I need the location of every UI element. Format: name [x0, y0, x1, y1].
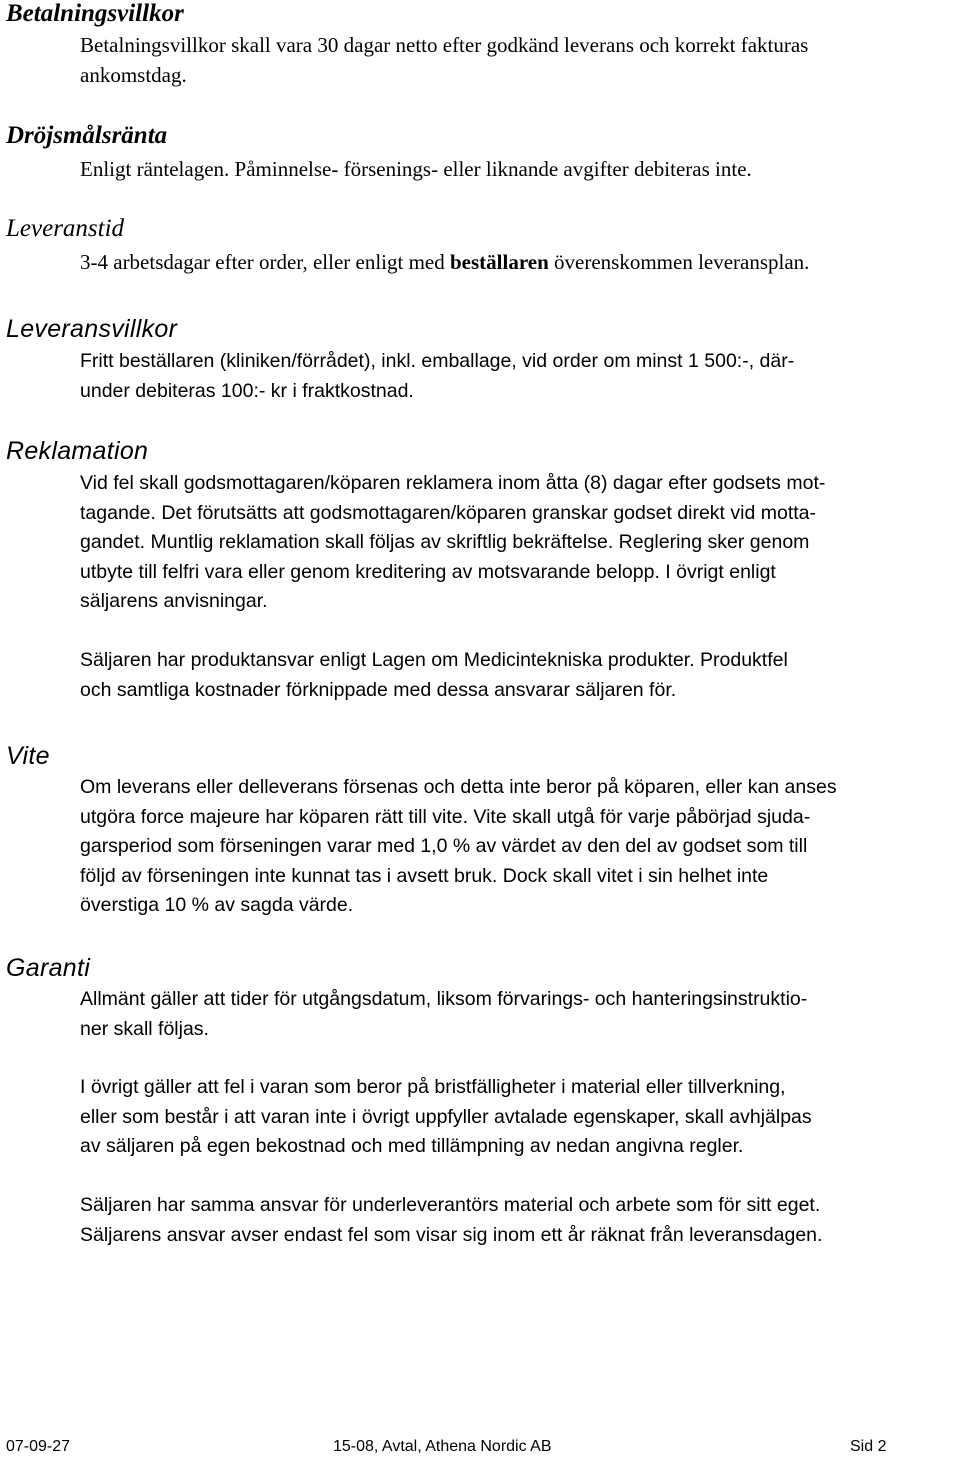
- footer-document-info: 15-08, Avtal, Athena Nordic AB: [333, 1438, 552, 1455]
- text-segment: 3-4 arbetsdagar efter order, eller enligt med: [80, 250, 450, 274]
- text-line: överstiga 10 % av sagda värde.: [80, 894, 354, 916]
- text-line: Allmänt gäller att tider för utgångsdatum, liksom förvarings- och hanteringsinstruktio-: [80, 988, 808, 1010]
- text-line: eller som består i att varan inte i övrigt uppfyller avtalade egenskaper, skall avhjälpas: [80, 1105, 812, 1128]
- text-line: I övrigt gäller att fel i varan som beror på bristfälligheter i material eller tillverkning,: [80, 1076, 786, 1098]
- footer-date: 07-09-27: [6, 1438, 71, 1455]
- text-line: ankomstdag.: [80, 62, 187, 87]
- heading-garanti: Garanti: [6, 954, 91, 982]
- text-line: Enligt räntelagen. Påminnelse- försenings- eller liknande avgifter debiteras inte.: [80, 157, 752, 181]
- paragraph-reklamation-2: [80, 646, 960, 705]
- text-line: under debiteras 100:- kr i fraktkostnad.: [80, 379, 414, 402]
- text-line: följd av förseningen inte kunnat tas i avsett bruk. Dock skall vitet i sin helhet inte: [80, 864, 769, 887]
- bold-text: beställaren: [449, 250, 549, 274]
- heading-leveranstid: Leveranstid: [6, 215, 125, 242]
- paragraph-leveransvillkor: [80, 347, 960, 406]
- text-line: tagande. Det förutsätts att godsmottagaren/köparen granskar godset direkt vid motta-: [80, 501, 816, 524]
- heading-drojsmalsranta: Dröjsmålsränta: [6, 122, 168, 149]
- text-line: utgöra force majeure har köparen rätt till vite. Vite skall utgå för varje påbörjad sjuda-: [80, 805, 811, 828]
- text-line: [80, 248, 960, 278]
- text-line: och samtliga kostnader förknippade med dessa ansvarar säljaren för.: [80, 678, 677, 701]
- paragraph-drojsmalsranta: [80, 155, 960, 185]
- paragraph-garanti-1: [80, 985, 960, 1044]
- text-line: Fritt beställaren (kliniken/förrådet), inkl. emballage, vid order om minst 1 500:-, där-: [80, 350, 795, 372]
- text-line: Säljaren har samma ansvar för underleverantörs material och arbete som för sitt eget.: [80, 1194, 821, 1216]
- paragraph-vite: [80, 773, 960, 921]
- text-line: Betalningsvillkor skall vara 30 dagar netto efter godkänd leverans och korrekt fakturas: [80, 33, 809, 57]
- text-line: ner skall följas.: [80, 1017, 209, 1040]
- text-line: gandet. Muntlig reklamation skall följas av skriftlig bekräftelse. Reglering sker genom: [80, 531, 810, 553]
- text-line: Om leverans eller delleverans försenas och detta inte beror på köparen, eller kan anses: [80, 776, 837, 798]
- text-line: Vid fel skall godsmottagaren/köparen reklamera inom åtta (8) dagar efter godsets mot-: [80, 472, 826, 494]
- paragraph-garanti-3: [80, 1191, 960, 1250]
- footer-page-number: Sid 2: [850, 1438, 887, 1455]
- text-line: utbyte till felfri vara eller genom kreditering av motsvarande belopp. I övrigt enligt: [80, 560, 776, 583]
- text-line: Säljarens ansvar avser endast fel som visar sig inom ett år räknat från leveransdagen.: [80, 1223, 823, 1246]
- text-segment: överenskommen leveransplan.: [548, 250, 810, 274]
- heading-betalningsvillkor: Betalningsvillkor: [6, 0, 184, 27]
- text-line: säljarens anvisningar.: [80, 590, 268, 612]
- text-line: Säljaren har produktansvar enligt Lagen om Medicintekniska produkter. Produktfel: [80, 649, 788, 671]
- heading-leveransvillkor: Leveransvillkor: [6, 315, 178, 343]
- paragraph-leveranstid: [80, 248, 960, 278]
- paragraph-garanti-2: [80, 1073, 960, 1162]
- text-line: av säljaren på egen bekostnad och med tillämpning av nedan angivna regler.: [80, 1135, 744, 1157]
- text-line: garsperiod som förseningen varar med 1,0 % av värdet av den del av godset som till: [80, 835, 808, 857]
- heading-vite: Vite: [6, 742, 50, 770]
- heading-reklamation: Reklamation: [6, 437, 149, 465]
- paragraph-betalningsvillkor: [80, 31, 960, 90]
- paragraph-reklamation-1: [80, 469, 960, 617]
